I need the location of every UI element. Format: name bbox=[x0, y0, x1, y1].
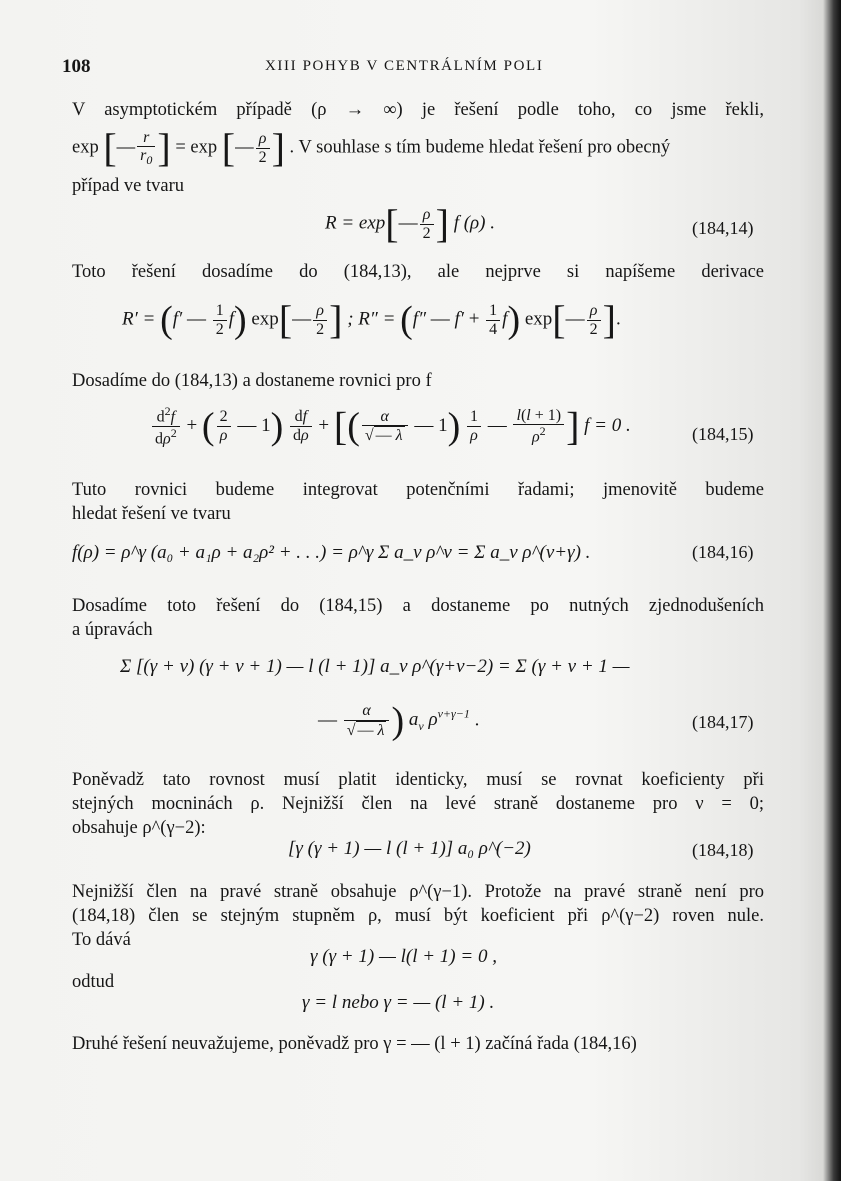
text-line-11: Druhé řešení neuvažujeme, poněvadž pro γ = — (l + 1) začíná řada (184,16) bbox=[72, 1034, 637, 1054]
running-title: XIII POHYB V CENTRÁLNÍM POLI bbox=[265, 58, 544, 74]
fraction-r-r0: $\frac{r}{r_0}$ bbox=[137, 129, 155, 168]
text-line-6b: hledat řešení ve tvaru bbox=[72, 504, 231, 524]
equation-184-15: $\frac{d^2f}{d\rho^2}$ + ( $\frac{2}{\rho}$ — 1) $\frac{df}{d\rho}$ + [( $\frac{\alpha}{√ — \lambda}$ — 1) $\frac{1}{\rho}$ — $\frac{l(l + 1)}{\rho^2}$ ] f = 0 . bbox=[150, 405, 631, 448]
text-line-9a: Nejnižší člen na pravé straně obsahuje ρ^(γ−1). Protože na pravé straně není pro bbox=[72, 882, 764, 902]
text-line-5: Dosadíme do (184,13) a dostaneme rovnici pro f bbox=[72, 371, 432, 391]
equation-gamma-1: γ (γ + 1) — l(l + 1) = 0 , bbox=[310, 946, 497, 967]
equation-number-184-17: (184,17) bbox=[692, 712, 754, 732]
equation-number-184-18: (184,18) bbox=[692, 840, 754, 860]
equation-184-14: R = exp[— $\frac{\rho}{2}$ ] f (ρ) . bbox=[325, 201, 496, 246]
text-line-8b: stejných mocninách ρ. Nejnižší člen na levé straně dostaneme pro ν = 0; bbox=[72, 794, 764, 814]
equation-184-16: f(ρ) = ρ^γ (a₀ + a₁ρ + a₂ρ² + . . .) = ρ^γ Σ a_ν ρ^ν = Σ a_ν ρ^(ν+γ) . bbox=[72, 542, 591, 563]
text-line-10: odtud bbox=[72, 972, 115, 992]
deriv-R1-label: R′ = bbox=[122, 308, 156, 330]
bracket-open: [ bbox=[221, 125, 236, 170]
exp-label-1: exp bbox=[72, 137, 99, 158]
equation-derivatives: R′ = (f′ — $\frac{1}{2}$ f) exp[— $\frac{\rho}{2}$ ] ; R″ = (f″ — f′ + $\frac{1}{4}$ f) exp[— $\frac{\rho}{2}$ ]. bbox=[122, 297, 621, 342]
deriv-exp-2: exp bbox=[524, 308, 553, 330]
equation-184-17-line2: — $\frac{\alpha}{√ — \lambda}$ ) $a_\nu$ $\rho^{\nu+\gamma-1}$ . bbox=[318, 700, 480, 742]
text-line-8a: Poněvadž tato rovnost musí platit identicky, musí se rovnat koeficienty při bbox=[72, 770, 764, 790]
deriv-R2-label: ; R″ = bbox=[347, 308, 396, 330]
fraction-rho-2: $\frac{\rho}{2}$ bbox=[256, 130, 270, 166]
equation-number-184-15: (184,15) bbox=[692, 424, 754, 444]
equation-lhs: R = exp bbox=[325, 212, 386, 234]
equation-rest: f (ρ) . bbox=[453, 212, 496, 234]
equation-184-15-tail: f = 0 . bbox=[584, 414, 631, 436]
text-line-4: Toto řešení dosadíme do (184,13), ale nejprve si napíšeme derivace bbox=[72, 262, 764, 282]
text-line-7a: Dosadíme toto řešení do (184,15) a dostaneme po nutných zjednodušeních bbox=[72, 596, 764, 616]
text-line-9c: To dává bbox=[72, 930, 131, 950]
equation-number-184-16: (184,16) bbox=[692, 542, 754, 562]
text-line-1: V asymptotickém případě (ρ → ∞) je řešení podle toho, co jsme řekli, bbox=[72, 100, 764, 120]
text-line-3: případ ve tvaru bbox=[72, 176, 184, 196]
page-number: 108 bbox=[62, 56, 91, 77]
bracket-close: ] bbox=[157, 125, 171, 170]
bracket-close: ] bbox=[271, 125, 285, 170]
equation-184-18: [γ (γ + 1) — l (l + 1)] a₀ ρ^(−2) bbox=[288, 838, 531, 859]
text-line-8c: obsahuje ρ^(γ−2): bbox=[72, 818, 206, 838]
text-line-6a: Tuto rovnici budeme integrovat potenčními řadami; jmenovitě budeme bbox=[72, 480, 764, 500]
deriv-exp-1: exp bbox=[251, 308, 279, 330]
exp-label-2: = exp bbox=[175, 137, 218, 158]
book-spine-shadow bbox=[823, 0, 841, 1181]
text-line-2-tail: . V souhlase s tím budeme hledat řešení pro obecný bbox=[289, 137, 671, 158]
bracket-open: [ bbox=[103, 125, 117, 170]
equation-gamma-2: γ = l nebo γ = — (l + 1) . bbox=[302, 992, 495, 1013]
equation-184-17-line1: Σ [(γ + ν) (γ + ν + 1) — l (l + 1)] a_ν ρ^(γ+ν−2) = Σ (γ + ν + 1 — bbox=[120, 656, 630, 677]
equation-number-184-14: (184,14) bbox=[692, 218, 754, 238]
text-line-2: exp [— $\frac{r}{r_0}$ ] = exp [— $\frac{\rho}{2}$ ] . V souhlase s tím budeme hledat řešení pro obecný bbox=[72, 125, 671, 170]
text-line-9b: (184,18) člen se stejným stupněm ρ, musí být koeficient při ρ^(γ−2) roven nule. bbox=[72, 906, 764, 926]
text-line-7b: a úpravách bbox=[72, 620, 153, 640]
